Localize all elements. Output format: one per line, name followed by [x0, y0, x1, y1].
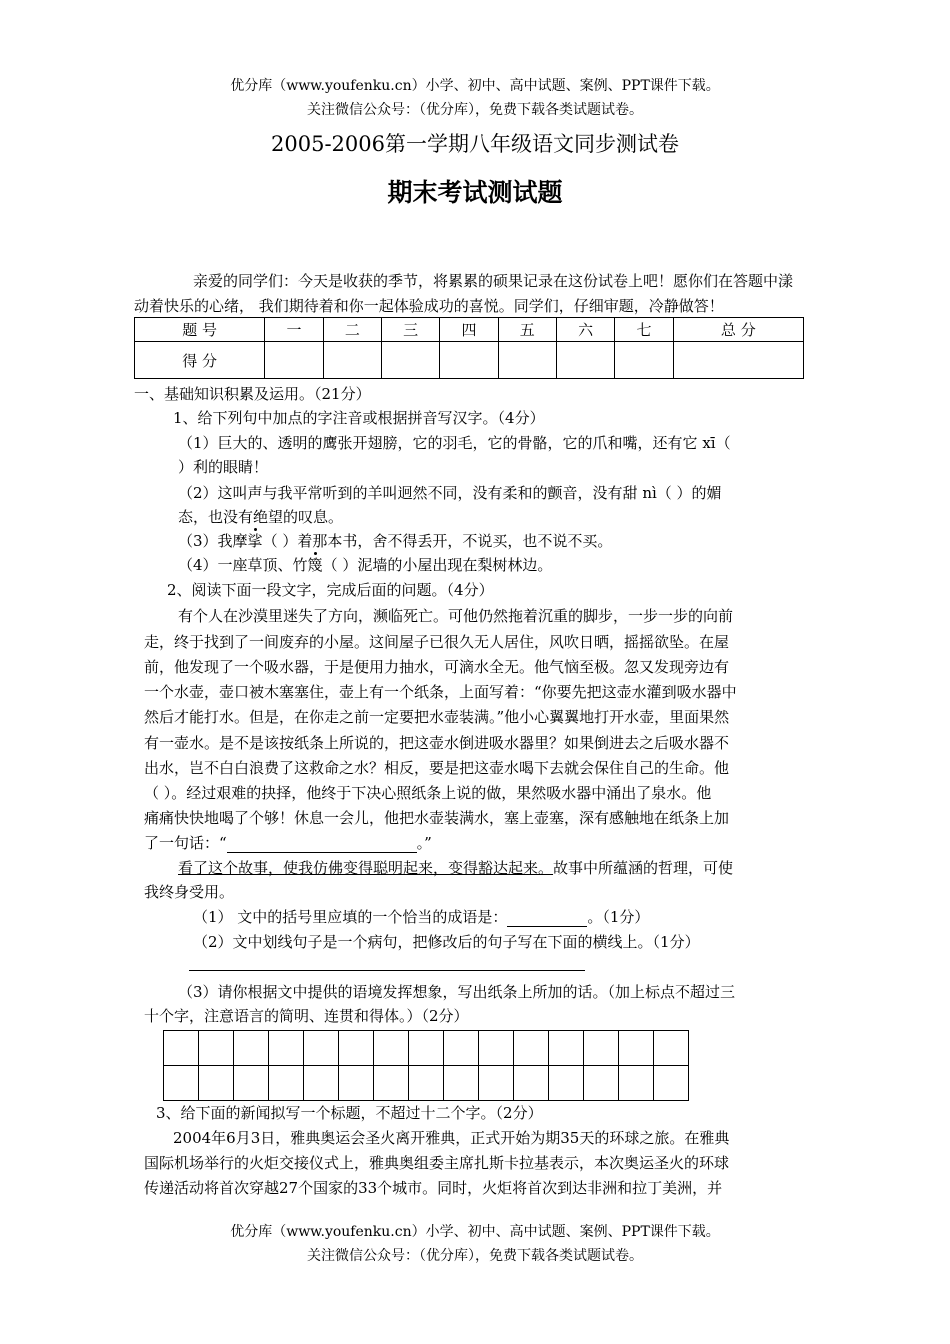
grid-cell[interactable]: [164, 1031, 199, 1066]
q2-underlined-sentence: 看了这个故事，使我仿佛变得聪明起来，变得豁达起来。: [178, 859, 554, 877]
grid-cell[interactable]: [444, 1066, 479, 1101]
score-table-header-cell: 六: [556, 318, 614, 342]
q2-idiom-blank[interactable]: [507, 910, 587, 927]
q2-answer-line[interactable]: [189, 970, 585, 971]
score-table-header-cell: 二: [323, 318, 381, 342]
grid-cell[interactable]: [374, 1031, 409, 1066]
grid-cell[interactable]: [619, 1031, 654, 1066]
q3-news-line: 传递活动将首次穿越27个国家的33个城市。同时，火炬将首次到达非洲和拉丁美洲，并: [144, 1179, 723, 1197]
writing-grid-row: [164, 1066, 689, 1101]
q2-passage-line-11: [178, 858, 733, 878]
score-cell[interactable]: [323, 342, 381, 379]
score-table-score-row: [135, 342, 804, 379]
exam-title: 2005-2006第一学期八年级语文同步测试卷: [271, 132, 679, 156]
footer-line-2: 关注微信公众号：（优分库），免费下载各类试题试卷。: [307, 1248, 643, 1264]
q2-subq-3-line-2: 十个字，注意语言的简明、连贯和得体。）（2分）: [144, 1007, 469, 1025]
exam-subtitle: 期末考试测试题: [387, 178, 563, 207]
score-cell[interactable]: [440, 342, 498, 379]
q1-item-1-line-1: （1）巨大的、透明的鹰张开翅膀，它的羽毛，它的骨骼，它的爪和嘴，还有它 xī（: [178, 434, 731, 452]
grid-cell[interactable]: [619, 1066, 654, 1101]
score-table-header-cell: 总 分: [673, 318, 803, 342]
footer-line-1: 优分库（www.youfenku.cn）小学、初中、高中试题、案例、PPT课件下载。: [230, 1224, 720, 1240]
intro-line-2: 动着快乐的心绪， 我们期待着和你一起体验成功的喜悦。同学们，仔细审题，冷静做答！: [134, 297, 724, 315]
grid-cell[interactable]: [304, 1031, 339, 1066]
q1-item-2-line-2: 态，也没有绝望的叹息。: [178, 508, 344, 526]
score-cell[interactable]: [615, 342, 673, 379]
intro-line-1: 亲爱的同学们：今天是收获的季节，将累累的硕果记录在这份试卷上吧！愿你们在答题中漾: [193, 272, 794, 290]
q1-item-4-post: （ ）泥墙的小屋出现在梨树林边。: [322, 556, 553, 574]
grid-cell[interactable]: [234, 1066, 269, 1101]
q1-item-4-dotted-char: 篾: [307, 556, 323, 574]
grid-cell[interactable]: [269, 1031, 304, 1066]
header-line-1: 优分库（www.youfenku.cn）小学、初中、高中试题、案例、PPT课件下载。: [230, 78, 720, 94]
q1-item-4-pre: （4）一座草顶、竹: [178, 556, 308, 574]
grid-cell[interactable]: [654, 1031, 689, 1066]
score-table-header-cell: 五: [498, 318, 556, 342]
grid-cell[interactable]: [199, 1066, 234, 1101]
grid-cell[interactable]: [584, 1066, 619, 1101]
grid-cell[interactable]: [514, 1066, 549, 1101]
grid-cell[interactable]: [654, 1066, 689, 1101]
grid-cell[interactable]: [409, 1031, 444, 1066]
q2-p10-post: 。”: [416, 834, 432, 852]
q2-passage-line: （ ）。经过艰难的抉择，他终于下决心照纸条上说的做，果然吸水器中涌出了泉水。他: [144, 784, 712, 802]
score-table: [134, 317, 804, 379]
grid-cell[interactable]: [304, 1066, 339, 1101]
grid-cell[interactable]: [444, 1031, 479, 1066]
q1-item-3: [178, 531, 612, 551]
score-cell[interactable]: [265, 342, 323, 379]
q2-passage-line: 我终身受用。: [144, 883, 235, 901]
q2-passage-line: 痛痛快快地喝了个够！休息一会儿，他把水壶装满水，塞上壶塞，深有感触地在纸条上加: [144, 809, 730, 827]
writing-grid-row: [164, 1031, 689, 1066]
score-cell[interactable]: [556, 342, 614, 379]
grid-cell[interactable]: [479, 1031, 514, 1066]
q2-p11-rest: 故事中所蕴涵的哲理，可使: [553, 859, 734, 877]
q2-p10-pre: 了一句话：“: [144, 834, 227, 852]
grid-cell[interactable]: [234, 1031, 269, 1066]
score-table-header-cell: 七: [615, 318, 673, 342]
grid-cell[interactable]: [549, 1031, 584, 1066]
q2-subq-1-pre: （1） 文中的括号里应填的一个恰当的成语是：: [193, 908, 508, 926]
q2-passage-line: 一个水壶，壶口被木塞塞住，壶上有一个纸条，上面写着：“你要先把这壶水灌到吸水器中: [144, 683, 737, 701]
q1-stem: 1、给下列句中加点的字注音或根据拼音写汉字。（4分）: [173, 409, 545, 427]
q2-passage-line: 出水，岂不白白浪费了这救命之水？相反，要是把这壶水喝下去就会保住自己的生命。他: [144, 759, 730, 777]
section-1-heading: 一、基础知识积累及运用。（21分）: [134, 385, 371, 403]
q2-stem: 2、阅读下面一段文字，完成后面的问题。（4分）: [167, 581, 494, 599]
q3-news-line: 国际机场举行的火炬交接仪式上，雅典奥组委主席扎斯卡拉基表示，本次奥运圣火的环球: [144, 1154, 730, 1172]
score-cell[interactable]: [498, 342, 556, 379]
q2-note-blank[interactable]: [227, 836, 417, 853]
q2-passage-line: 走，终于找到了一间废弃的小屋。这间屋子已很久无人居住，风吹日晒，摇摇欲坠。在屋: [144, 633, 730, 651]
q1-item-3-dotted-char: 挲: [247, 532, 263, 550]
q2-passage-line: 有一壶水。是不是该按纸条上所说的，把这壶水倒进吸水器里？如果倒进去之后吸水器不: [144, 734, 730, 752]
grid-cell[interactable]: [199, 1031, 234, 1066]
q3-stem: 3、给下面的新闻拟写一个标题，不超过十二个字。（2分）: [156, 1104, 543, 1122]
grid-cell[interactable]: [409, 1066, 444, 1101]
writing-grid[interactable]: [163, 1030, 689, 1101]
q1-item-4: [178, 555, 552, 575]
score-cell[interactable]: [381, 342, 439, 379]
q1-item-3-pre: （3）我摩: [178, 532, 248, 550]
score-table-header-cell: 三: [381, 318, 439, 342]
q3-news-line: 2004年6月3日，雅典奥运会圣火离开雅典，正式开始为期35天的环球之旅。在雅典: [173, 1129, 730, 1147]
grid-cell[interactable]: [269, 1066, 304, 1101]
q2-subq-1: [193, 907, 649, 927]
q2-subq-2: （2）文中划线句子是一个病句，把修改后的句子写在下面的横线上。（1分）: [193, 933, 700, 951]
grid-cell[interactable]: [339, 1066, 374, 1101]
grid-cell[interactable]: [584, 1031, 619, 1066]
score-table-header-row: [135, 318, 804, 342]
grid-cell[interactable]: [164, 1066, 199, 1101]
score-table-header-cell: 一: [265, 318, 323, 342]
header-line-2: 关注微信公众号：（优分库），免费下载各类试题试卷。: [307, 102, 643, 118]
q2-passage-line-10: [144, 833, 432, 853]
q2-subq-1-post: 。（1分）: [587, 908, 650, 926]
grid-cell[interactable]: [374, 1066, 409, 1101]
q1-item-1-line-2: ）利的眼睛！: [178, 458, 269, 476]
score-table-header-cell: 题 号: [135, 318, 265, 342]
grid-cell[interactable]: [479, 1066, 514, 1101]
score-table-header-cell: 四: [440, 318, 498, 342]
q1-item-2-line-1: （2）这叫声与我平常听到的羊叫迥然不同，没有柔和的颤音，没有甜 nì（ ）的媚: [178, 484, 722, 502]
score-label-cell: 得 分: [135, 342, 265, 379]
grid-cell[interactable]: [549, 1066, 584, 1101]
grid-cell[interactable]: [514, 1031, 549, 1066]
q2-passage-line: 前，他发现了一个吸水器，于是便用力抽水，可滴水全无。他气恼至极。忽又发现旁边有: [144, 658, 730, 676]
grid-cell[interactable]: [339, 1031, 374, 1066]
q1-item-3-post: （ ）着那本书，舍不得丢开，不说买，也不说不买。: [262, 532, 613, 550]
q2-subq-3-line-1: （3）请你根据文中提供的语境发挥想象，写出纸条上所加的话。（加上标点不超过三: [178, 983, 736, 1001]
q2-passage-line: 然后才能打水。但是，在你走之前一定要把水壶装满。”他小心翼翼地打开水壶，里面果然: [144, 708, 730, 726]
score-cell[interactable]: [673, 342, 803, 379]
q2-passage-line: 有个人在沙漠里迷失了方向，濒临死亡。可他仍然拖着沉重的脚步，一步一步的向前: [178, 607, 734, 625]
